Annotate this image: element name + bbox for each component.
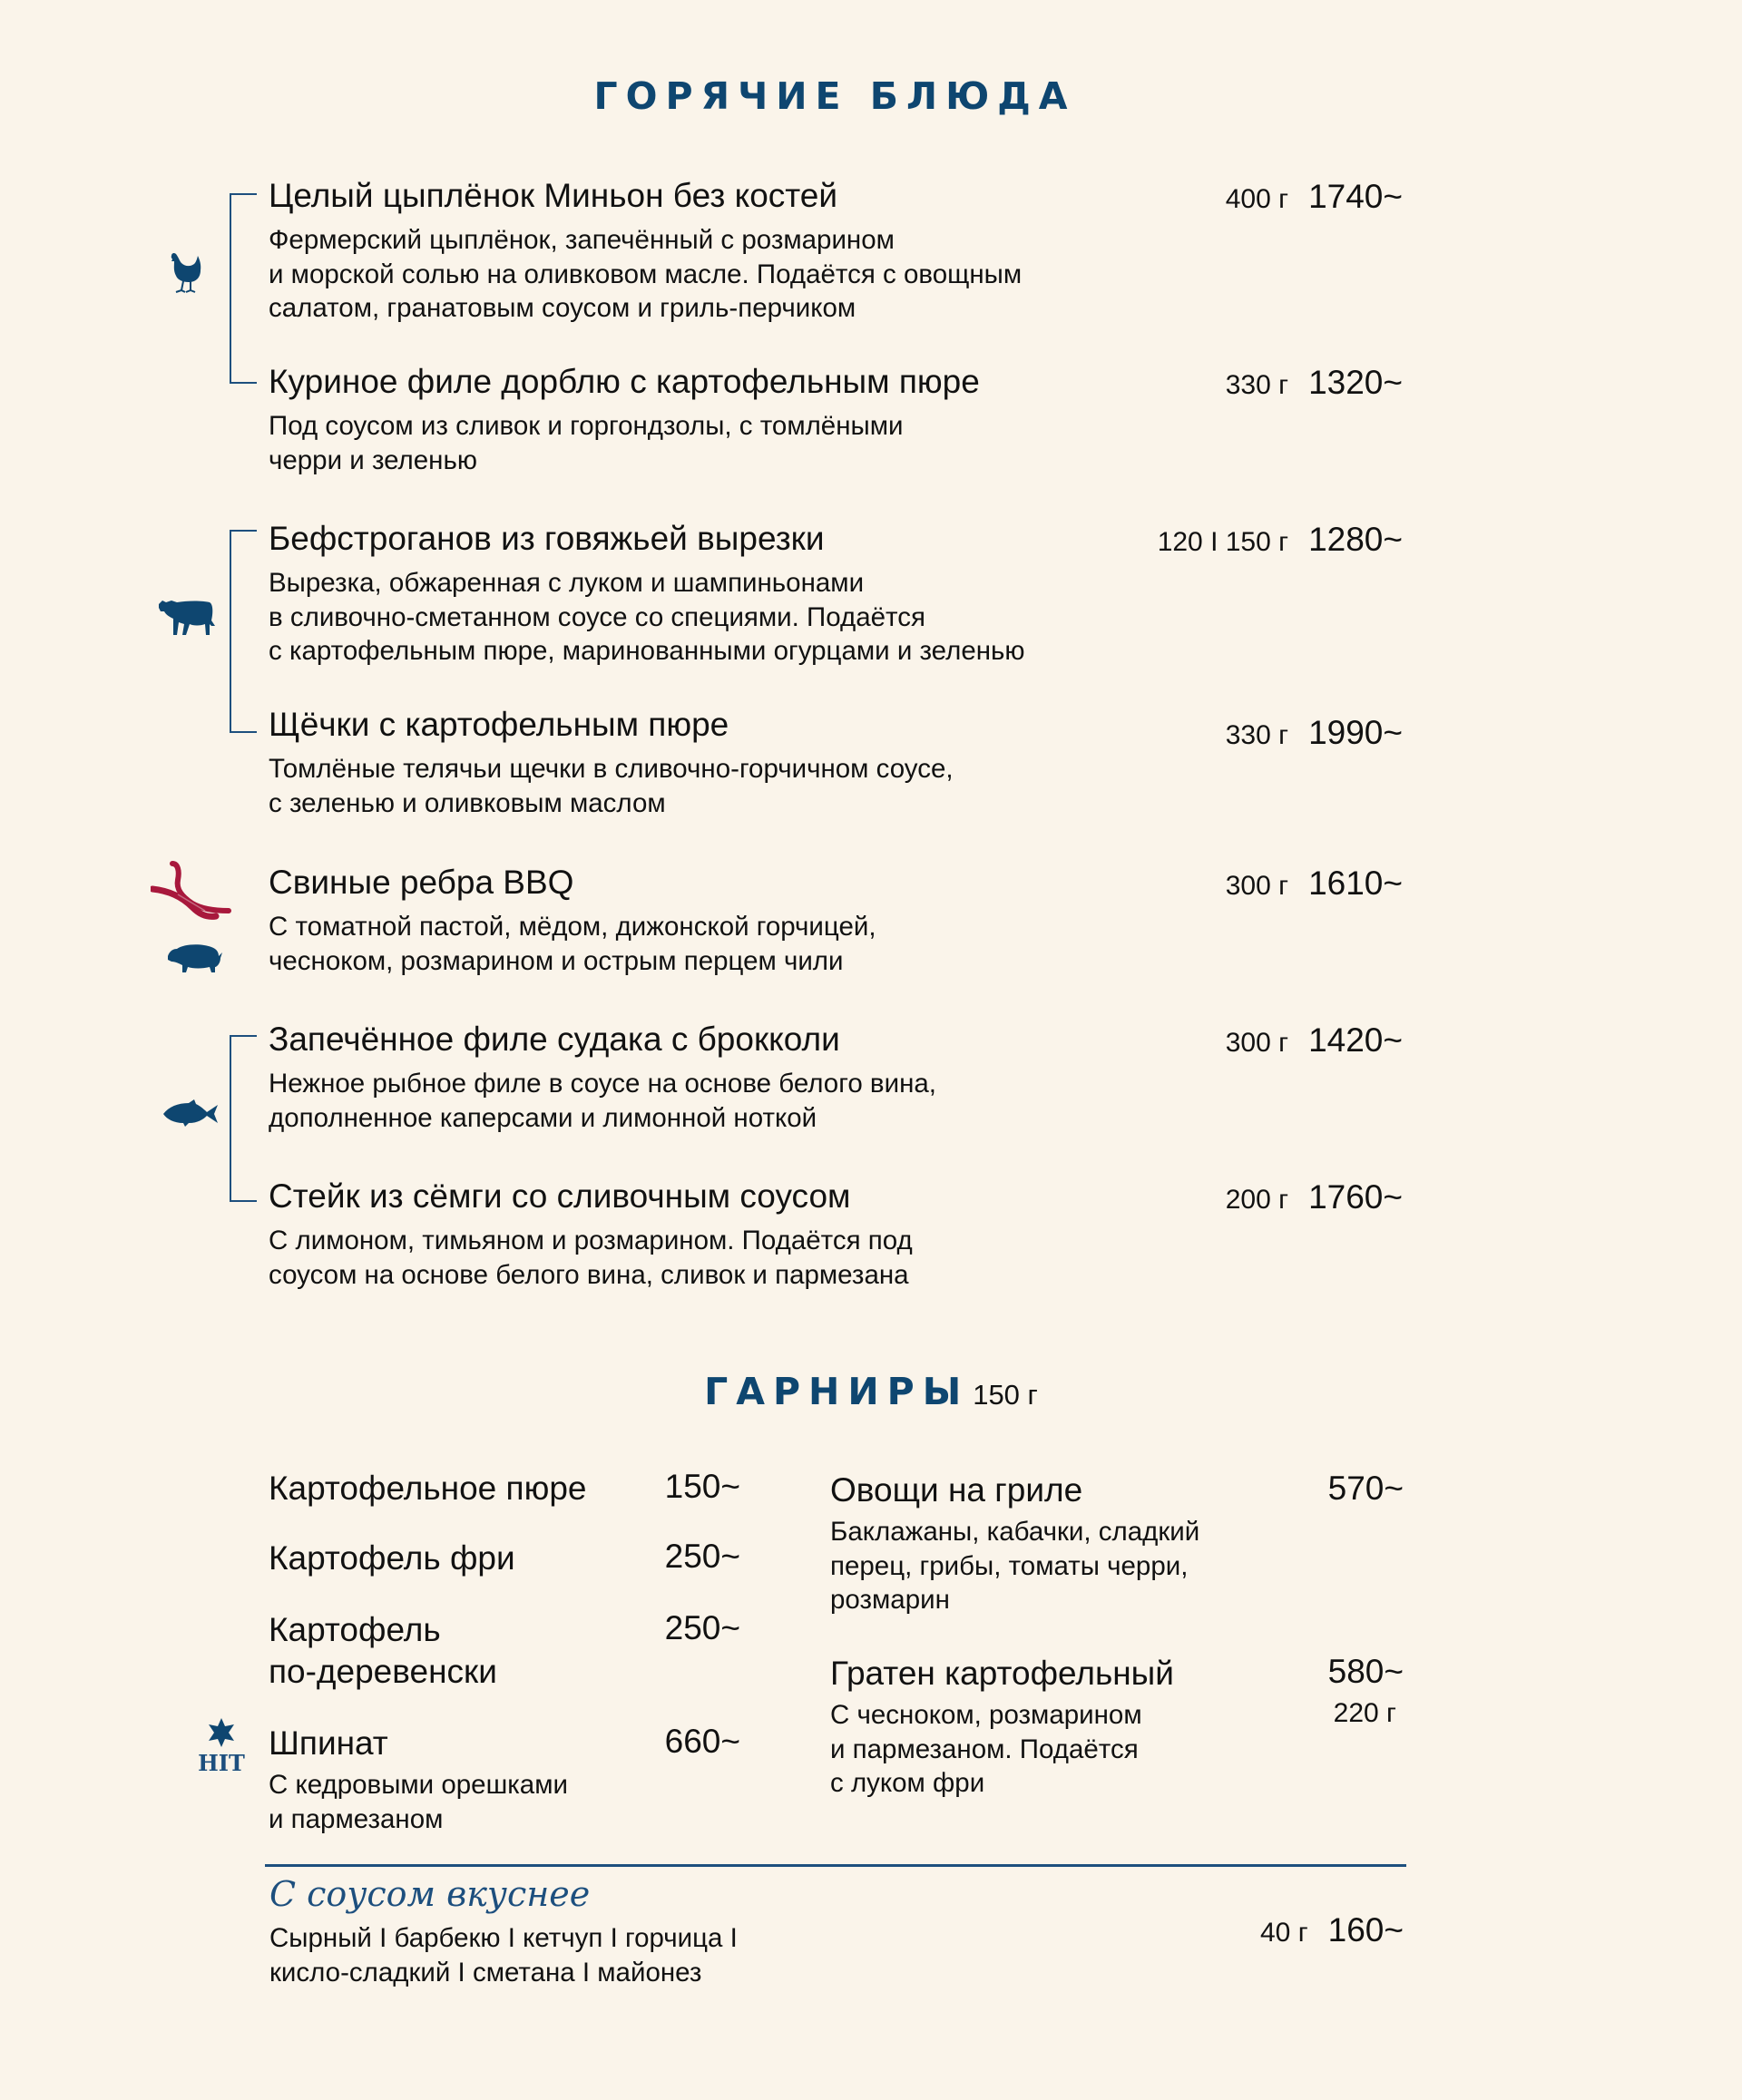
sauce-price-block [1260,1911,1404,1949]
dish-description-line: с картофельным пюре, маринованными огурцами и зеленью [269,636,1025,666]
star-icon [206,1717,237,1748]
dish-description-line: салатом, гранатовым соусом и гриль-перчиком [269,293,856,323]
dish-name: Свиные ребра BBQ [269,864,574,901]
side-name: Картофельное пюре [269,1470,587,1507]
dish-description-line: соусом на основе белого вина, сливок и пармезана [269,1259,909,1290]
dish-name: Куриное филе дорблю с картофельным пюре [269,363,980,400]
dish-description-line: Томлёные телячьи щечки в сливочно-горчичном соусе, [269,754,954,784]
dish-name: Целый цыплёнок Миньон без костей [269,177,838,214]
dish-item [269,863,1403,978]
dish-item [269,1020,1403,1135]
dish-description-line: в сливочно-сметанном соусе со специями. Подаётся [269,601,925,632]
dish-name: Запечённое филе судака с брокколи [269,1021,840,1058]
pig-icon [166,942,222,974]
side-name: по-деревенски [269,1653,497,1690]
sauce-price: 160~ [1327,1911,1404,1949]
side-item [269,1468,740,1509]
group-bracket-fish [230,1035,257,1202]
dish-description-line: черри и зеленью [269,444,477,475]
dish-price: 1760~ [1308,1178,1403,1216]
dish-item [269,519,1403,669]
cow-icon [157,597,217,639]
side-description-line: перец, грибы, томаты черри, [830,1550,1189,1581]
side-description-line: с луком фри [830,1768,985,1798]
dish-item [269,176,1403,326]
divider [265,1864,1406,1867]
sauce-title: С соусом вкуснее [269,1874,591,1914]
sauce-list [269,1921,738,1990]
side-name: Картофель фри [269,1539,515,1577]
dish-description-line: С лимоном, тимьяном и розмарином. Подаётся под [269,1226,913,1255]
section-title-sides [0,1370,1742,1413]
dish-price: 1280~ [1308,521,1403,558]
hit-label: HIT [198,1750,245,1776]
dish-price: 1610~ [1308,864,1403,902]
dish-description-line: с зеленью и оливковым маслом [269,787,666,818]
side-price: 150~ [664,1468,740,1505]
sauce-list-line: Сырный I барбекю I кетчуп I горчица I [269,1923,738,1953]
sides-title: ГАРНИРЫ [704,1370,970,1413]
group-bracket-beef [230,530,257,733]
dish-weight: 330 г [1225,720,1289,750]
dish-item [269,1177,1403,1292]
dish-weight: 330 г [1225,370,1289,400]
side-price: 250~ [664,1538,740,1575]
dish-name: Щёчки с картофельным пюре [269,706,729,743]
dish-weight: 400 г [1225,184,1289,214]
dish-weight: 300 г [1225,1028,1289,1058]
dish-name: Бефстроганов из говяжьей вырезки [269,520,825,557]
side-description-line: С чесноком, розмарином [830,1700,1142,1730]
side-price: 580~ [1327,1653,1404,1690]
side-price: 250~ [664,1609,740,1646]
dish-price: 1990~ [1308,714,1403,751]
side-weight: 220 г [1333,1698,1396,1728]
side-description-line: розмарин [830,1585,950,1615]
side-price: 570~ [1327,1470,1404,1507]
dish-price: 1420~ [1308,1021,1403,1059]
dish-price: 1740~ [1308,178,1403,215]
dish-description-line: Нежное рыбное филе в соусе на основе белого вина, [269,1069,936,1099]
dish-item [269,362,1403,477]
side-name: Картофель [269,1611,441,1648]
side-item [269,1723,740,1836]
side-item [830,1653,1404,1801]
dish-description-line: С томатной пастой, мёдом, дижонской горчицей, [269,912,876,942]
sauce-weight: 40 г [1260,1918,1308,1948]
dish-weight: 300 г [1225,871,1289,901]
dish-price: 1320~ [1308,364,1403,401]
side-item [269,1609,740,1693]
side-name: Шпинат [269,1724,388,1762]
side-name: Овощи на гриле [830,1471,1083,1509]
side-name: Гратен картофельный [830,1655,1174,1692]
side-item [830,1470,1404,1617]
side-item [269,1538,740,1579]
side-description-line: Баклажаны, кабачки, сладкий [830,1517,1200,1547]
group-bracket-chicken [230,193,257,384]
side-price: 660~ [664,1723,740,1760]
dish-description-line: Фермерский цыплёнок, запечённый с розмарином [269,225,895,255]
dish-weight: 200 г [1225,1185,1289,1215]
chicken-icon [169,250,205,296]
dish-description-line: дополненное каперсами и лимонной ноткой [269,1102,817,1133]
side-description-line: и пармезаном [269,1803,444,1834]
dish-description-line: Под соусом из сливок и горгондзолы, с томлёными [269,411,904,441]
sides-weight: 150 г [973,1379,1038,1411]
sauce-list-line: кисло-сладкий I сметана I майонез [269,1958,702,1988]
dish-description-line: чесноком, розмарином и острым перцем чили [269,945,844,976]
fish-icon [161,1099,220,1127]
chili-pepper-icon [151,860,232,923]
side-description-line: С кедровыми орешками [269,1770,568,1800]
dish-item [269,705,1403,820]
side-description-line: и пармезаном. Подаётся [830,1734,1139,1764]
section-title-hot-dishes: ГОРЯЧИЕ БЛЮДА [593,74,1076,118]
dish-description-line: и морской солью на оливковом масле. Подаётся с овощным [269,259,1023,289]
dish-weight: 120 I 150 г [1157,527,1289,557]
dish-description-line: Вырезка, обжаренная с луком и шампиньонами [269,568,865,598]
hit-badge [194,1717,249,1774]
dish-name: Стейк из сёмги со сливочным соусом [269,1177,851,1215]
